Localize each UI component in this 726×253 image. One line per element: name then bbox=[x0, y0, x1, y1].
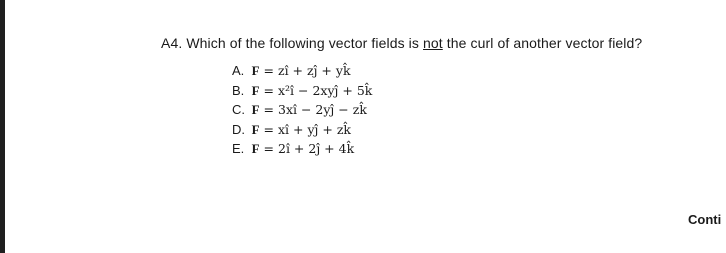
option-expression bbox=[252, 102, 367, 117]
field-symbol: F bbox=[251, 63, 260, 78]
option-b bbox=[232, 81, 372, 101]
field-symbol: F bbox=[251, 102, 260, 117]
option-d bbox=[232, 120, 372, 140]
option-e bbox=[232, 139, 372, 159]
option-expression bbox=[252, 63, 351, 78]
field-symbol: F bbox=[251, 121, 260, 137]
option-letter: A. bbox=[232, 63, 245, 78]
field-expression: = 3xî − 2yĵ − zk̂ bbox=[259, 102, 367, 117]
continue-button[interactable]: Conti bbox=[688, 212, 722, 227]
question-text-before: Which of the following vector fields is bbox=[186, 35, 419, 51]
field-expression: = 2î + 2ĵ + 4k̂ bbox=[259, 141, 355, 156]
question-number: A4. bbox=[161, 35, 183, 51]
option-letter: B. bbox=[232, 82, 245, 98]
field-expression: = zî + zĵ + yk̂ bbox=[259, 63, 351, 78]
option-letter: D. bbox=[232, 121, 245, 137]
question-emphasis: not bbox=[423, 35, 443, 51]
left-edge-bar bbox=[0, 0, 5, 253]
option-expression bbox=[252, 141, 355, 156]
answer-options bbox=[232, 61, 372, 159]
field-expression: = xî + yĵ + zk̂ bbox=[259, 121, 351, 137]
option-expression bbox=[252, 83, 373, 98]
option-a bbox=[232, 61, 372, 81]
option-expression bbox=[252, 122, 351, 137]
field-expression: = x²î − 2xyĵ + 5k̂ bbox=[259, 82, 373, 98]
field-symbol: F bbox=[251, 82, 260, 98]
option-letter: E. bbox=[232, 141, 245, 156]
question-text bbox=[161, 35, 642, 51]
field-symbol: F bbox=[251, 141, 260, 156]
option-letter: C. bbox=[232, 102, 245, 117]
question-text-after: the curl of another vector field? bbox=[446, 35, 643, 51]
option-c bbox=[232, 100, 372, 120]
